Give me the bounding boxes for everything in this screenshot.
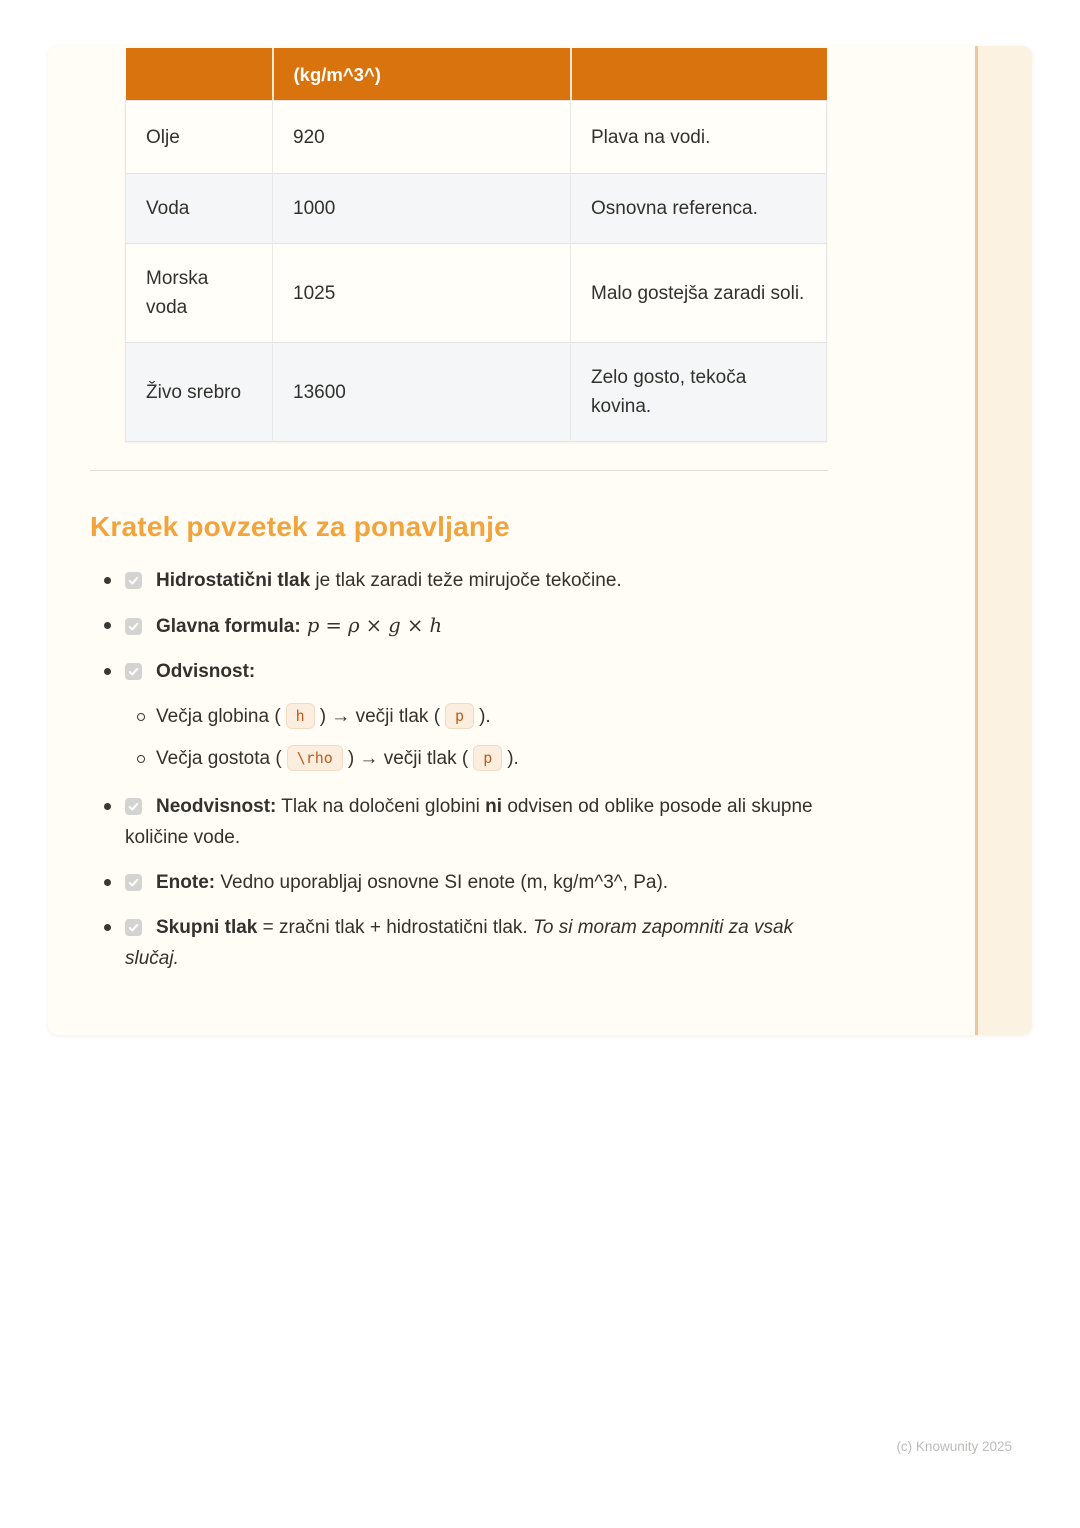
sub-list xyxy=(90,701,832,775)
item-text-bold: Hidrostatični tlak xyxy=(156,570,311,591)
bullet-icon xyxy=(104,668,111,675)
cell-gostota: 1000 xyxy=(273,174,571,244)
sub-list-item-gostota xyxy=(90,743,832,775)
item-text: ) → večji tlak ( xyxy=(319,706,441,727)
circle-bullet-icon xyxy=(137,755,145,763)
table-header-cell-opomba xyxy=(571,48,827,101)
table-header-cell-snov xyxy=(126,48,273,101)
inline-code: p xyxy=(473,745,502,771)
checkmark-icon xyxy=(127,620,140,633)
bullet-icon xyxy=(104,879,111,886)
item-text: Vedno uporabljaj osnovne SI enote (m, kg/m^3^, Pa). xyxy=(215,872,669,893)
table-row xyxy=(126,174,827,244)
copyright-footer: (c) Knowunity 2025 xyxy=(896,1439,1012,1454)
circle-bullet-icon xyxy=(137,713,145,721)
table-row xyxy=(126,343,827,442)
document-page xyxy=(48,46,1032,1035)
list-item-hidrostatski-tlak xyxy=(90,565,832,596)
item-text-bold: Neodvisnost: xyxy=(156,796,277,817)
cell-opomba: Plava na vodi. xyxy=(571,101,827,174)
table-row xyxy=(126,101,827,174)
inline-code: h xyxy=(286,703,315,729)
checkmark-icon xyxy=(127,665,140,678)
checkbox-checked[interactable] xyxy=(125,572,142,589)
item-text: ). xyxy=(507,748,519,769)
cell-opomba: Zelo gosto, tekoča kovina. xyxy=(571,343,827,442)
checkbox-checked[interactable] xyxy=(125,919,142,936)
item-text: Tlak na določeni globini xyxy=(276,796,486,817)
checkmark-icon xyxy=(127,800,140,813)
item-text-bold: Glavna formula: xyxy=(156,616,301,637)
list-item-glavna-formula xyxy=(90,610,832,642)
page-accent-strip xyxy=(978,46,1032,1035)
sub-list-item-globina xyxy=(90,701,832,733)
formula-text: p = ρ × g × h xyxy=(300,614,443,637)
item-text-bold: Enote: xyxy=(156,872,216,893)
list-item-skupni-tlak xyxy=(90,912,832,974)
divider xyxy=(90,470,828,471)
item-text-bold: Skupni tlak xyxy=(156,917,258,938)
cell-snov: Voda xyxy=(126,174,273,244)
inline-code: \rho xyxy=(287,745,343,771)
item-text: ). xyxy=(479,706,491,727)
table-header-cell-gostota: (kg/m^3^) xyxy=(273,48,571,101)
summary-section xyxy=(90,470,832,988)
checkbox-checked[interactable] xyxy=(125,663,142,680)
list-item-enote xyxy=(90,867,832,898)
checkmark-icon xyxy=(127,574,140,587)
item-text: ) → večji tlak ( xyxy=(347,748,469,769)
checkmark-icon xyxy=(127,921,140,934)
cell-snov: Živo srebro xyxy=(126,343,273,442)
summary-list xyxy=(90,565,832,974)
list-item-neodvisnost xyxy=(90,791,832,853)
checkbox-checked[interactable] xyxy=(125,874,142,891)
checkbox-checked[interactable] xyxy=(125,798,142,815)
cell-gostota: 13600 xyxy=(273,343,571,442)
inline-code: p xyxy=(445,703,474,729)
checkmark-icon xyxy=(127,876,140,889)
table-header-row xyxy=(126,48,827,101)
item-text-bold: ni xyxy=(485,796,503,817)
item-text: Večja globina ( xyxy=(156,706,281,727)
list-item-odvisnost xyxy=(90,656,832,687)
section-heading: Kratek povzetek za ponavljanje xyxy=(90,511,510,542)
density-table xyxy=(125,48,827,442)
cell-opomba: Osnovna referenca. xyxy=(571,174,827,244)
cell-gostota: 920 xyxy=(273,101,571,174)
item-text: odvisen od oblike posode ali skupne količine vode. xyxy=(125,796,813,848)
cell-snov: Olje xyxy=(126,101,273,174)
checkbox-checked[interactable] xyxy=(125,618,142,635)
bullet-icon xyxy=(104,924,111,931)
item-text-bold: Odvisnost: xyxy=(156,661,256,682)
cell-opomba: Malo gostejša zaradi soli. xyxy=(571,244,827,343)
table-row xyxy=(126,244,827,343)
bullet-icon xyxy=(104,622,111,629)
item-text-italic: To si moram zapomniti za vsak slučaj. xyxy=(125,917,794,969)
bullet-icon xyxy=(104,803,111,810)
cell-gostota: 1025 xyxy=(273,244,571,343)
item-text: = zračni tlak + hidrostatični tlak. xyxy=(257,917,533,938)
item-text: Večja gostota ( xyxy=(156,748,282,769)
bullet-icon xyxy=(104,577,111,584)
cell-snov: Morska voda xyxy=(126,244,273,343)
item-text: je tlak zaradi teže mirujoče tekočine. xyxy=(310,570,622,591)
